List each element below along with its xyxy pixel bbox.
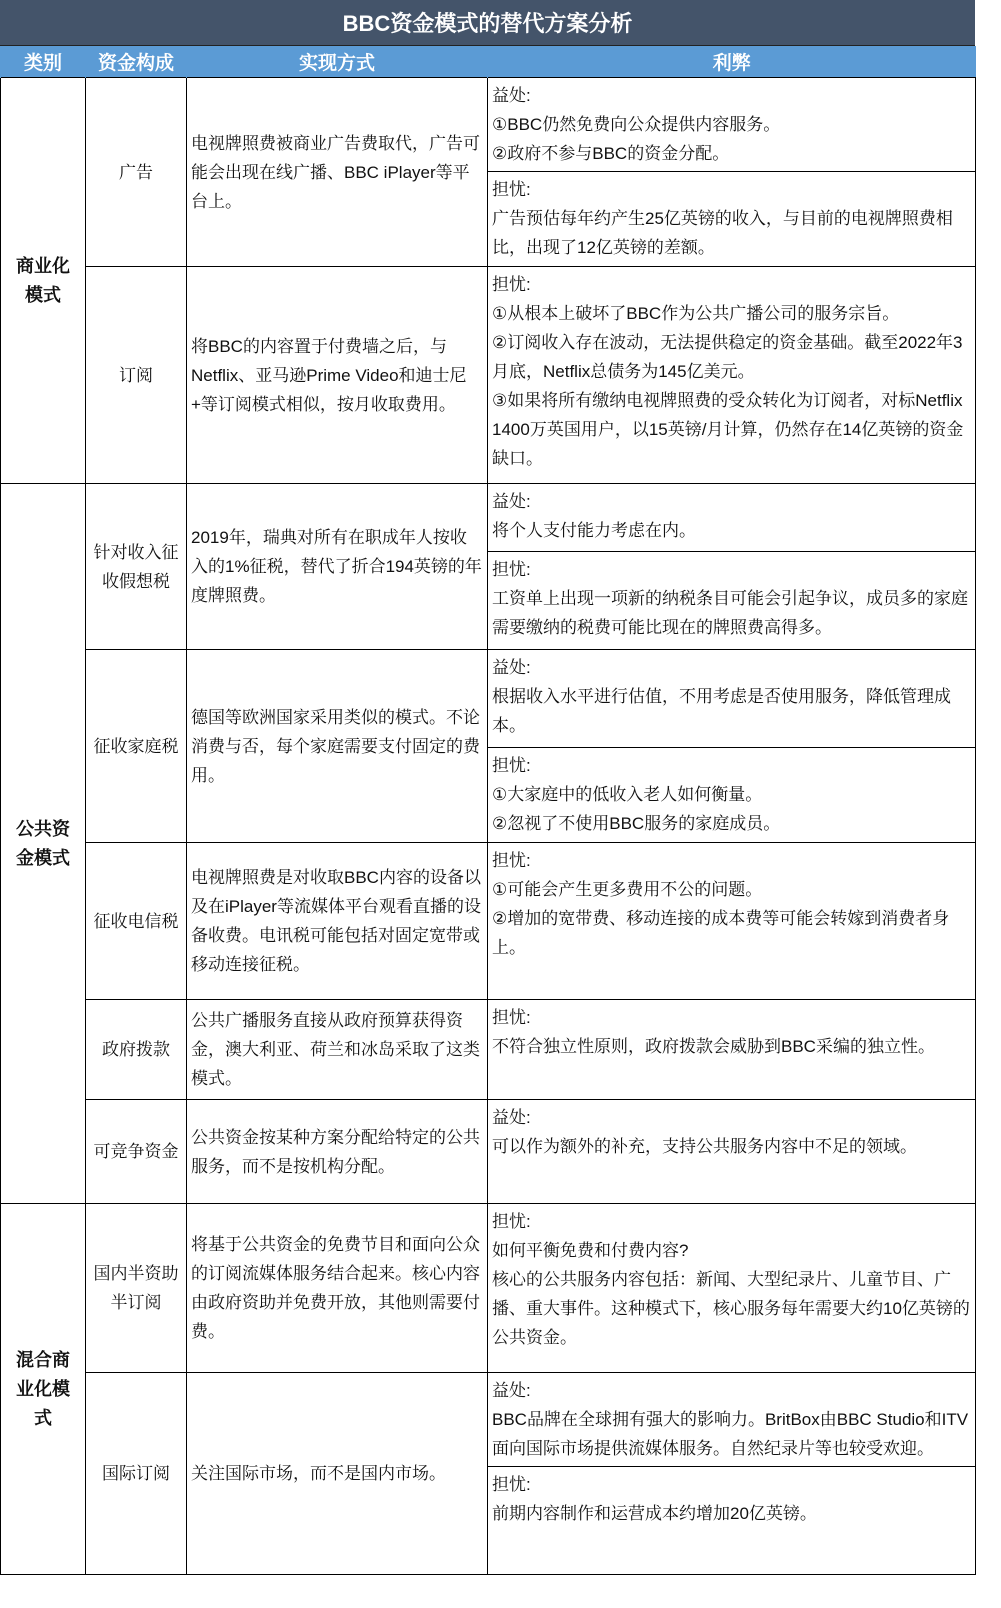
method-description: 将基于公共资金的免费节目和面向公众的订阅流媒体服务结合起来。核心内容由政府资助并免费开放，其他则需要付费。 bbox=[187, 1204, 488, 1373]
note-line: 工资单上出现一项新的纳税条目可能会引起争议，成员多的家庭需要缴纳的税费可能比现在的牌照费高得多。 bbox=[492, 589, 968, 637]
note-label: 益处: bbox=[492, 1381, 531, 1400]
analysis-table bbox=[0, 46, 976, 1575]
funding-item: 国内半资助半订阅 bbox=[86, 1204, 187, 1373]
note-line: 不符合独立性原则，政府拨款会威胁到BBC采编的独立性。 bbox=[492, 1037, 935, 1056]
funding-item: 订阅 bbox=[86, 267, 187, 484]
table-row bbox=[1, 1100, 976, 1204]
pros-cons-cell bbox=[488, 1204, 976, 1373]
method-description: 将BBC的内容置于付费墙之后，与Netflix、亚马逊Prime Video和迪士尼+等订阅模式相似，按月收取费用。 bbox=[187, 267, 488, 484]
pros-cons-cell bbox=[488, 650, 976, 748]
note-line: ③如果将所有缴纳电视牌照费的受众转化为订阅者，对标Netflix 1400万英国用户，以15英镑/月计算，仍然存在14亿英镑的资金缺口。 bbox=[492, 391, 964, 468]
header-pros-cons: 利弊 bbox=[488, 46, 976, 78]
pros-cons-cell bbox=[488, 78, 976, 172]
header-method: 实现方式 bbox=[187, 46, 488, 78]
note-line: ②忽视了不使用BBC服务的家庭成员。 bbox=[492, 814, 781, 833]
note-label: 担忧: bbox=[492, 1008, 531, 1027]
table-row bbox=[1, 1204, 976, 1373]
method-description: 电视牌照费是对收取BBC内容的设备以及在iPlayer等流媒体平台观看直播的设备收费。电讯税可能包括对固定宽带或移动连接征税。 bbox=[187, 843, 488, 1000]
note-line: ①从根本上破坏了BBC作为公共广播公司的服务宗旨。 bbox=[492, 304, 900, 323]
note-label: 担忧: bbox=[492, 851, 531, 870]
note-label: 益处: bbox=[492, 492, 531, 511]
note-label: 担忧: bbox=[492, 1212, 531, 1231]
table-row bbox=[1, 650, 976, 748]
note-label: 担忧: bbox=[492, 180, 531, 199]
funding-item: 针对收入征收假想税 bbox=[86, 484, 187, 650]
note-label: 担忧: bbox=[492, 560, 531, 579]
note-line: 将个人支付能力考虑在内。 bbox=[492, 521, 696, 540]
pros-cons-cell bbox=[488, 748, 976, 843]
method-description: 关注国际市场，而不是国内市场。 bbox=[187, 1373, 488, 1575]
table-row bbox=[1, 484, 976, 552]
header-row bbox=[1, 46, 976, 78]
category-cell: 混合商业化模式 bbox=[1, 1204, 86, 1575]
note-line: 可以作为额外的补充，支持公共服务内容中不足的领域。 bbox=[492, 1137, 917, 1156]
funding-item: 政府拨款 bbox=[86, 1000, 187, 1100]
pros-cons-cell bbox=[488, 1373, 976, 1467]
note-line: ①大家庭中的低收入老人如何衡量。 bbox=[492, 785, 763, 804]
table-row bbox=[1, 1373, 976, 1467]
header-funding: 资金构成 bbox=[86, 46, 187, 78]
note-label: 益处: bbox=[492, 86, 531, 105]
note-label: 担忧: bbox=[492, 275, 531, 294]
note-line: 广告预估每年约产生25亿英镑的收入，与目前的电视牌照费相比，出现了12亿英镑的差额。 bbox=[492, 209, 953, 257]
pros-cons-cell bbox=[488, 267, 976, 484]
note-line: 前期内容制作和运营成本约增加20亿英镑。 bbox=[492, 1504, 817, 1523]
funding-item: 征收家庭税 bbox=[86, 650, 187, 843]
note-line: 核心的公共服务内容包括：新闻、大型纪录片、儿童节目、广播、重大事件。这种模式下，核心服务每年需要大约10亿英镑的公共资金。 bbox=[492, 1270, 970, 1347]
note-line: ②订阅收入存在波动，无法提供稳定的资金基础。截至2022年3月底，Netflix总债务为145亿美元。 bbox=[492, 333, 963, 381]
method-description: 电视牌照费被商业广告费取代，广告可能会出现在线广播、BBC iPlayer等平台上。 bbox=[187, 78, 488, 267]
table-row bbox=[1, 1000, 976, 1100]
pros-cons-cell bbox=[488, 843, 976, 1000]
note-line: 如何平衡免费和付费内容? bbox=[492, 1241, 689, 1260]
pros-cons-cell bbox=[488, 552, 976, 650]
table-title: BBC资金模式的替代方案分析 bbox=[0, 0, 975, 46]
note-label: 担忧: bbox=[492, 756, 531, 775]
pros-cons-cell bbox=[488, 1100, 976, 1204]
note-line: ②增加的宽带费、移动连接的成本费等可能会转嫁到消费者身上。 bbox=[492, 909, 950, 957]
pros-cons-cell bbox=[488, 1467, 976, 1575]
funding-item: 可竞争资金 bbox=[86, 1100, 187, 1204]
note-line: ①BBC仍然免费向公众提供内容服务。 bbox=[492, 115, 781, 134]
pros-cons-cell bbox=[488, 1000, 976, 1100]
method-description: 公共资金按某种方案分配给特定的公共服务，而不是按机构分配。 bbox=[187, 1100, 488, 1204]
note-label: 担忧: bbox=[492, 1475, 531, 1494]
table-row bbox=[1, 843, 976, 1000]
note-label: 益处: bbox=[492, 658, 531, 677]
funding-item: 国际订阅 bbox=[86, 1373, 187, 1575]
method-description: 2019年，瑞典对所有在职成年人按收入的1%征税，替代了折合194英镑的年度牌照费。 bbox=[187, 484, 488, 650]
method-description: 德国等欧洲国家采用类似的模式。不论消费与否，每个家庭需要支付固定的费用。 bbox=[187, 650, 488, 843]
note-line: ②政府不参与BBC的资金分配。 bbox=[492, 144, 730, 163]
table-row bbox=[1, 78, 976, 172]
method-description: 公共广播服务直接从政府预算获得资金，澳大利亚、荷兰和冰岛采取了这类模式。 bbox=[187, 1000, 488, 1100]
category-cell: 商业化模式 bbox=[1, 78, 86, 484]
funding-item: 征收电信税 bbox=[86, 843, 187, 1000]
note-line: BBC品牌在全球拥有强大的影响力。BritBox由BBC Studio和ITV面向国际市场提供流媒体服务。自然纪录片等也较受欢迎。 bbox=[492, 1410, 969, 1458]
pros-cons-cell bbox=[488, 484, 976, 552]
note-label: 益处: bbox=[492, 1108, 531, 1127]
pros-cons-cell bbox=[488, 172, 976, 267]
header-category: 类别 bbox=[1, 46, 86, 78]
table-row bbox=[1, 267, 976, 484]
note-line: ①可能会产生更多费用不公的问题。 bbox=[492, 880, 763, 899]
category-cell: 公共资金模式 bbox=[1, 484, 86, 1204]
funding-item: 广告 bbox=[86, 78, 187, 267]
note-line: 根据收入水平进行估值，不用考虑是否使用服务，降低管理成本。 bbox=[492, 687, 951, 735]
